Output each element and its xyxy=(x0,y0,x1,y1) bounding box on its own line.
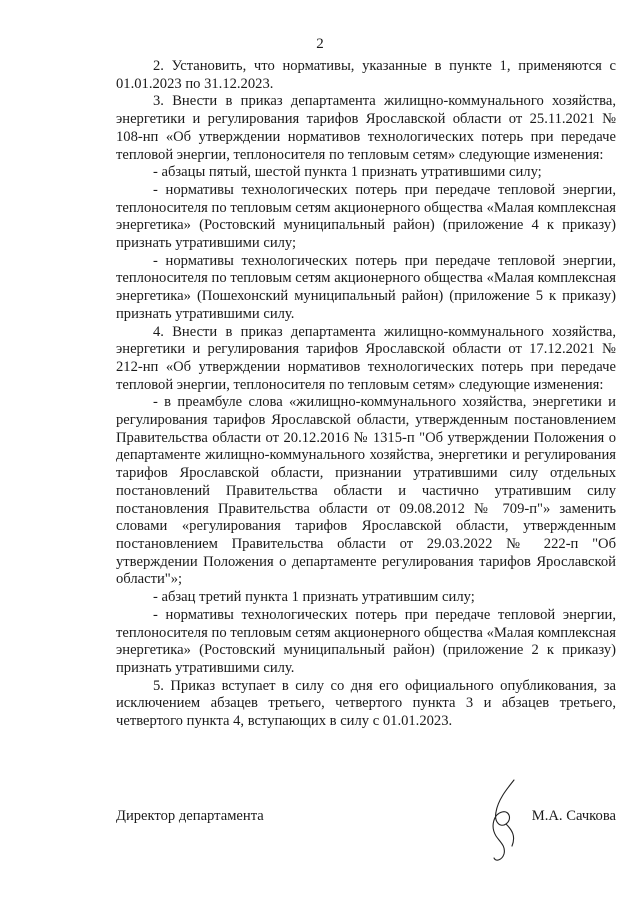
paragraph-item-3: 3. Внести в приказ департамента жилищно-коммунального хозяйства, энергетики и регулирования тарифов Ярославской области от 25.11.2021 № 108-нп «Об утверждении нормативов технологических потерь при передаче тепловой энергии, теплоносителя по тепловым сетям» следующие изменения: xyxy=(116,93,616,163)
signatory-title: Директор департамента xyxy=(116,808,264,824)
paragraph-item-5: 5. Приказ вступает в силу со дня его официального опубликования, за исключением абзацев третьего, четвертого пункта 3 и абзацев третьего, четвертого пункта 4, вступающих в силу с 01.01.2023. xyxy=(116,677,616,730)
paragraph-dash: - нормативы технологических потерь при передаче тепловой энергии, теплоносителя по тепловым сетям акционерного общества «Малая комплексная энергетика» (Пошехонский муниципальный район) (приложение 5 к приказу) признать утратившими силу. xyxy=(116,252,616,322)
paragraph-dash: - в преамбуле слова «жилищно-коммунального хозяйства, энергетики и регулирования тарифов Ярославской области, утвержденным постановлением Правительства области от 20.12.2016 № 1315-п "Об утверждении Положения о департаменте жилищно-коммунального хозяйства, энергетики и регулирования тарифов Ярославской области, признании утратившими силу отдельных постановлений Правительства области и частично утратившим силу постановления Правительства области от 09.08.2012 № 709-п"» заменить словами «регулирования тарифов Ярославской области, утвержденным постановлением Правительства области от 29.03.2022 № 222-п "Об утверждении Положения о департаменте регулирования тарифов Ярославской области"»; xyxy=(116,394,616,588)
signature-block xyxy=(116,808,616,832)
handwritten-signature xyxy=(476,776,536,866)
document-body xyxy=(116,58,616,731)
paragraph-dash: - нормативы технологических потерь при передаче тепловой энергии, теплоносителя по тепловым сетям акционерного общества «Малая комплексная энергетика» (Ростовский муниципальный район) (приложение 4 к приказу) признать утратившими силу; xyxy=(116,181,616,252)
paragraph-item-2: 2. Установить, что нормативы, указанные в пункте 1, применяются с 01.01.2023 по 31.12.2023. xyxy=(116,58,616,92)
paragraph-dash: - абзацы пятый, шестой пункта 1 признать утратившими силу; xyxy=(153,164,542,181)
paragraph-dash: - абзац третий пункта 1 признать утратившим силу; xyxy=(153,589,475,606)
page-number: 2 xyxy=(316,36,324,52)
signatory-name: М.А. Сачкова xyxy=(531,808,616,824)
paragraph-dash: - нормативы технологических потерь при передаче тепловой энергии, теплоносителя по тепловым сетям акционерного общества «Малая комплексная энергетика» (Ростовский муниципальный район) (приложение 2 к приказу) признать утратившими силу. xyxy=(116,606,616,676)
paragraph-item-4: 4. Внести в приказ департамента жилищно-коммунального хозяйства, энергетики и регулирования тарифов Ярославской области от 17.12.2021 № 212-нп «Об утверждении нормативов технологических потерь при передаче тепловой энергии, теплоносителя по тепловым сетям» следующие изменения: xyxy=(116,323,616,393)
